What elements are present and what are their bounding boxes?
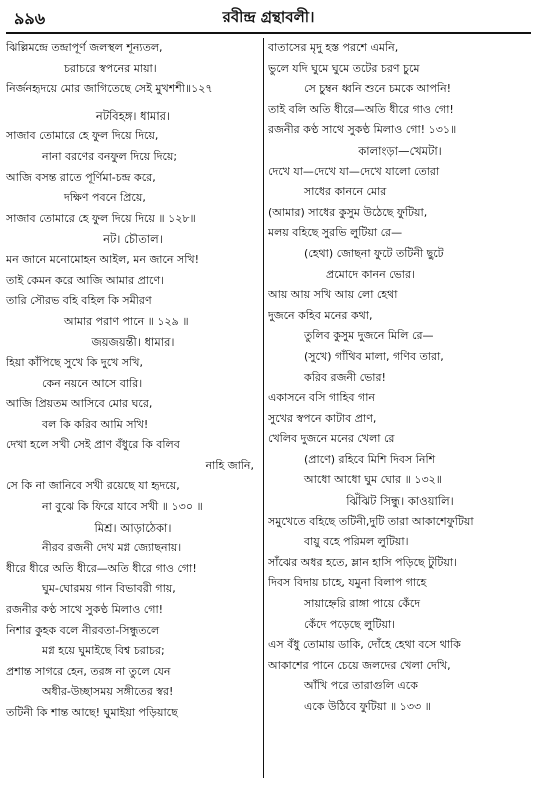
verse-line: আজি বসন্ত রাতে পূর্ণিমা-চন্দ্র করে, <box>6 170 156 184</box>
verse-line: বল কি করিব আমি সখি! <box>42 417 149 431</box>
verse-line: প্রশান্ত সাগরে হেন, তরঙ্গ না তুলে যেন <box>6 664 171 678</box>
verse-line: নীরব রজনী দেখ মগ্ন জ্যোছনায়। <box>42 541 182 555</box>
page-header <box>0 0 537 34</box>
verse-line: আঁখি পরে তারাগুলি একে <box>304 679 418 693</box>
verse-line: মগ্ন হয়ে ঘুমাইছে বিশ্ব চরাচর; <box>42 644 165 658</box>
verse-line: আয় আয় সখি আয় লো হেথা <box>268 288 398 302</box>
verse-line: কেঁদে পড়েছে লুটিয়া। <box>304 617 396 631</box>
left-column <box>6 38 260 778</box>
verse-line: দক্ষিণ পবনে প্রিয়ে, <box>64 191 146 205</box>
verse-line: দিবস বিদায় চাহে, যমুনা বিলাপ গাহে <box>268 576 427 590</box>
verse-line: আধো আধো ঘুম ঘোর ॥ ১৩২॥ <box>304 473 442 487</box>
raga-heading: মিশ্র। আড়াঠেকা। <box>94 520 172 535</box>
verse-line: সাঁঝের অধর হতে, ম্লান হাসি পড়িছে টুটিয়া। <box>268 555 457 569</box>
verse-line: তাই কেমন করে আজি আমার প্রাণে। <box>6 273 165 287</box>
verse-line: বাতাসের মৃদু হস্ত পরশে এমনি, <box>268 41 399 54</box>
verse-line: সাজাব তোমারে হে ফুল দিয়ে দিয়ে ॥ ১২৮॥ <box>6 211 196 225</box>
raga-heading: ঝিঁঝিট সিন্ধু। কাওয়ালি। <box>346 494 454 509</box>
verse-line: খেলিব দুজনে মনের খেলা রে <box>268 432 395 446</box>
verse-line: মন জানে মনোমোহন আইল, মন জানে সখি! <box>6 252 200 266</box>
verse-line: তারি সৌরভ বহি বহিল কি সমীরণ <box>6 294 152 308</box>
verse-line: রজনীর কণ্ঠ সাথে সুকণ্ঠ মিলাও গো! <box>6 603 164 617</box>
verse-line: মলয় বহিছে সুরভি লুটিয়া রে— <box>268 226 403 240</box>
verse-line: কেন নয়নে আসে বারি। <box>42 376 143 390</box>
verse-line: চরাচরে স্বপনের মায়া। <box>64 61 157 75</box>
verse-line: সাধের কাননে মোর <box>304 185 387 199</box>
verse-line: অধীর-উচ্ছাসময় সঙ্গীতের স্বর! <box>42 685 174 699</box>
verse-line: ভুলে যদি ঘুমে ঘুমে তটের চরণ চুমে <box>268 61 420 75</box>
verse-line: সমুখেতে বহিছে তটিনী,দুটি তারা আকাশেফুটিয়া <box>268 514 474 528</box>
verse-line: একাসনে বসি গাহিব গান <box>268 391 375 405</box>
verse-line: রজনীর কণ্ঠ সাথে সুকণ্ঠ মিলাও গো! ১৩১॥ <box>268 123 457 137</box>
verse-line: (আমার) সাধের কুসুম উঠেছে ফুটিয়া, <box>268 205 428 219</box>
verse-line: (প্রাণে) রহিবে মিশি দিবস নিশি <box>304 452 436 466</box>
verse-line: তাই বলি অতি ধীরে—অতি ধীরে গাও গো! <box>268 102 454 116</box>
verse-line: আজি প্রিয়তম আসিবে মোর ঘরে, <box>6 397 153 411</box>
verse-line: নিশার কুহক বলে নীরবতা-সিন্ধুতলে <box>6 623 160 637</box>
header-rule <box>6 32 531 34</box>
verse-line: (হেথা) জোছনা ফুটে তটিনী ছুটে <box>304 246 444 260</box>
page-number: ৯৯৬ <box>14 9 46 28</box>
verse-line: একে উঠিবে ফুটিয়া ॥ ১৩৩ ॥ <box>304 700 431 713</box>
raga-heading: জয়জয়ন্তী। ধামার। <box>91 335 175 350</box>
verse-line: আকাশের পানে চেয়ে জলদের খেলা দেখি, <box>268 658 451 672</box>
verse-line: নানা বরণের বনফুল দিয়ে দিয়ে; <box>42 149 178 163</box>
verse-line: (সুখে) গাঁথিব মালা, গণিব তারা, <box>304 349 444 363</box>
verse-line: এস বঁধু তোমায় ডাকি, দোঁহে হেথা বসে থাকি <box>268 638 461 652</box>
verse-line: সাজাব তোমারে হে ফুল দিয়ে দিয়ে, <box>6 129 159 143</box>
raga-heading: নট। চৌতাল। <box>103 232 163 247</box>
column-divider <box>263 38 264 778</box>
verse-line: প্রমোদে কানন ভোর। <box>326 267 415 281</box>
verse-line: সে কি না জানিবে সখী রয়েছে যা হৃদয়ে, <box>6 479 180 493</box>
verse-line: তুলিব কুসুম দুজনে মিলি রে— <box>304 329 434 343</box>
verse-line: করিব রজনী ভোর! <box>304 370 386 384</box>
raga-heading: কালাংড়া—খেমটা। <box>358 143 442 158</box>
book-title: রবীন্দ্র গ্রন্থাবলী। <box>222 8 315 26</box>
verse-line: ধীরে ধীরে অতি ধীরে—অতি ধীরে গাও গো! <box>6 561 197 575</box>
verse-line: দেখে যা—দেখে যা—দেখে যালো তোরা <box>268 164 440 178</box>
raga-heading: নটবিহঙ্গ। ধামার। <box>95 108 171 123</box>
verse-line: ঝিল্লিমন্দ্রে তন্দ্রাপূর্ণ জলস্থল শূন্যতল, <box>6 41 163 54</box>
verse-line: আমার পরাণ পানে ॥ ১২৯ ॥ <box>64 314 189 328</box>
verse-line: তটিনী কি শান্ত আছে! ঘুমাইয়া পড়িয়াছে <box>6 706 178 719</box>
right-column <box>268 38 532 778</box>
verse-line: না বুঝে কি ফিরে যাবে সখী ॥ ১৩০ ॥ <box>42 500 203 514</box>
verse-line: নির্জনহৃদয়ে মোর জাগিতেছে সেই মুখশশী॥১২৭ <box>6 82 213 96</box>
verse-line: দেখা হলে সখী সেই প্রাণ বঁধুরে কি বলিব <box>6 438 180 452</box>
verse-line: ঘুম-ঘোরময় গান বিভাবরী গায়, <box>42 582 176 596</box>
verse-line: বায়ু বহে পরিমল লুটিয়া। <box>304 535 409 549</box>
verse-line: সায়াহ্নেরি রাঙ্গা পায়ে কেঁদে <box>304 597 421 611</box>
verse-line: সে চুম্বন ধ্বনি শুনে চমকে আপনি! <box>304 82 452 96</box>
verse-line: নাহি জানি, <box>205 458 254 472</box>
verse-line: দুজনে কহিব মনের কথা, <box>268 308 373 322</box>
verse-line: সুখের স্বপনে কাটাব প্রাণ, <box>268 411 377 425</box>
verse-line: হিয়া কাঁপিছে সুখে কি দুখে সখি, <box>6 355 143 369</box>
